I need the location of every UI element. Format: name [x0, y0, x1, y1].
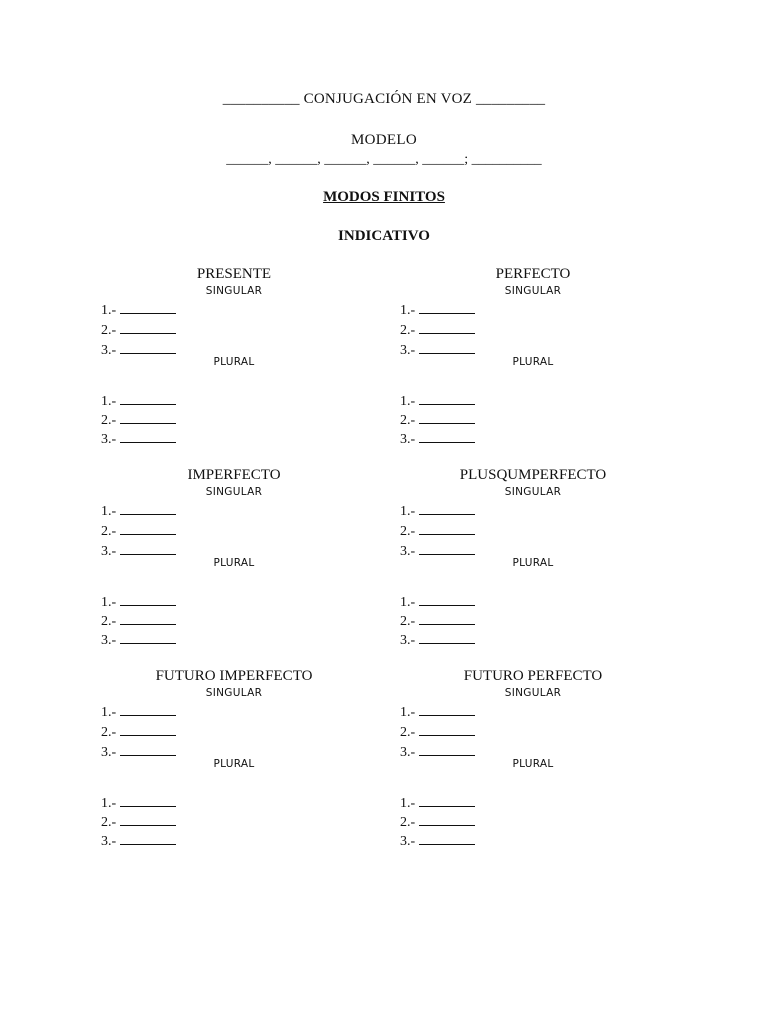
answer-blank[interactable] — [419, 541, 475, 555]
person-number: 1.- — [101, 796, 117, 811]
singular-person-row — [400, 742, 475, 761]
singular-person-row — [400, 501, 475, 520]
person-number: 1.- — [400, 504, 416, 519]
plural-person-row — [101, 831, 176, 850]
plural-person-row — [101, 429, 176, 448]
answer-blank[interactable] — [120, 429, 176, 443]
singular-label: SINGULAR — [205, 486, 263, 498]
person-number: 2.- — [101, 725, 117, 740]
person-number: 2.- — [101, 524, 117, 539]
person-number: 3.- — [101, 544, 117, 559]
plural-person-row — [400, 391, 475, 410]
plural-label: PLURAL — [213, 557, 255, 569]
answer-blank[interactable] — [419, 340, 475, 354]
person-number: 1.- — [400, 705, 416, 720]
plural-person-row — [400, 812, 475, 831]
modelo-blanks: ______, ______, ______, ______, ______; __________ — [226, 152, 542, 167]
person-number: 1.- — [101, 705, 117, 720]
singular-label: SINGULAR — [205, 285, 263, 297]
plural-label: PLURAL — [512, 557, 554, 569]
singular-label: SINGULAR — [504, 486, 562, 498]
answer-blank[interactable] — [419, 320, 475, 334]
plural-person-row — [400, 831, 475, 850]
person-number: 1.- — [400, 303, 416, 318]
answer-blank[interactable] — [419, 722, 475, 736]
plural-person-row — [400, 410, 475, 429]
answer-blank[interactable] — [120, 630, 176, 644]
modelo-label: MODELO — [351, 132, 417, 148]
answer-blank[interactable] — [120, 831, 176, 845]
tense-block — [101, 467, 401, 647]
answer-blank[interactable] — [419, 300, 475, 314]
singular-person-row — [400, 340, 475, 359]
plural-person-row — [101, 630, 176, 649]
tense-block — [400, 266, 700, 446]
singular-person-row — [101, 501, 176, 520]
answer-blank[interactable] — [120, 592, 176, 606]
person-number: 2.- — [400, 614, 416, 629]
plural-label: PLURAL — [213, 758, 255, 770]
person-number: 3.- — [101, 432, 117, 447]
person-number: 3.- — [101, 633, 117, 648]
person-number: 3.- — [101, 343, 117, 358]
plural-person-row — [400, 429, 475, 448]
singular-person-row — [101, 702, 176, 721]
answer-blank[interactable] — [419, 501, 475, 515]
answer-blank[interactable] — [419, 742, 475, 756]
tense-block — [101, 668, 401, 848]
singular-person-row — [101, 320, 176, 339]
answer-blank[interactable] — [419, 611, 475, 625]
answer-blank[interactable] — [120, 410, 176, 424]
answer-blank[interactable] — [419, 391, 475, 405]
singular-person-row — [400, 521, 475, 540]
answer-blank[interactable] — [120, 722, 176, 736]
singular-person-row — [101, 300, 176, 319]
plural-person-row — [400, 611, 475, 630]
person-number: 2.- — [101, 323, 117, 338]
answer-blank[interactable] — [419, 702, 475, 716]
singular-person-row — [101, 521, 176, 540]
answer-blank[interactable] — [120, 320, 176, 334]
answer-blank[interactable] — [120, 793, 176, 807]
answer-blank[interactable] — [120, 812, 176, 826]
person-number: 1.- — [400, 595, 416, 610]
singular-label: SINGULAR — [504, 285, 562, 297]
answer-blank[interactable] — [419, 592, 475, 606]
plural-person-row — [400, 630, 475, 649]
answer-blank[interactable] — [419, 793, 475, 807]
tense-name: FUTURO PERFECTO — [463, 668, 603, 684]
singular-person-row — [400, 300, 475, 319]
section-title: MODOS FINITOS — [323, 189, 445, 205]
tense-name: PRESENTE — [196, 266, 272, 282]
answer-blank[interactable] — [120, 541, 176, 555]
answer-blank[interactable] — [120, 501, 176, 515]
person-number: 2.- — [101, 815, 117, 830]
plural-person-row — [101, 592, 176, 611]
plural-label: PLURAL — [512, 758, 554, 770]
person-number: 1.- — [101, 303, 117, 318]
tense-name: FUTURO IMPERFECTO — [155, 668, 313, 684]
singular-person-row — [101, 340, 176, 359]
tense-name: PLUSQUMPERFECTO — [459, 467, 607, 483]
person-number: 2.- — [101, 413, 117, 428]
person-number: 1.- — [101, 504, 117, 519]
singular-person-row — [400, 722, 475, 741]
answer-blank[interactable] — [419, 521, 475, 535]
answer-blank[interactable] — [120, 611, 176, 625]
person-number: 3.- — [400, 633, 416, 648]
person-number: 3.- — [400, 544, 416, 559]
tense-block — [101, 266, 401, 446]
person-number: 2.- — [400, 323, 416, 338]
singular-label: SINGULAR — [205, 687, 263, 699]
singular-person-row — [101, 742, 176, 761]
plural-person-row — [400, 592, 475, 611]
person-number: 2.- — [400, 413, 416, 428]
worksheet-title: __________ CONJUGACIÓN EN VOZ _________ — [222, 91, 546, 107]
singular-person-row — [400, 702, 475, 721]
answer-blank[interactable] — [419, 410, 475, 424]
person-number: 1.- — [400, 394, 416, 409]
plural-person-row — [101, 391, 176, 410]
person-number: 3.- — [400, 343, 416, 358]
answer-blank[interactable] — [120, 300, 176, 314]
singular-person-row — [101, 722, 176, 741]
plural-label: PLURAL — [213, 356, 255, 368]
plural-person-row — [101, 812, 176, 831]
tense-name: IMPERFECTO — [187, 467, 281, 483]
answer-blank[interactable] — [120, 391, 176, 405]
person-number: 2.- — [400, 524, 416, 539]
plural-label: PLURAL — [512, 356, 554, 368]
answer-blank[interactable] — [120, 340, 176, 354]
singular-person-row — [101, 541, 176, 560]
plural-person-row — [101, 611, 176, 630]
answer-blank[interactable] — [120, 521, 176, 535]
person-number: 1.- — [400, 796, 416, 811]
plural-person-row — [101, 410, 176, 429]
person-number: 1.- — [101, 394, 117, 409]
person-number: 3.- — [101, 834, 117, 849]
person-number: 3.- — [400, 745, 416, 760]
answer-blank[interactable] — [419, 630, 475, 644]
person-number: 2.- — [400, 725, 416, 740]
answer-blank[interactable] — [120, 742, 176, 756]
plural-person-row — [101, 793, 176, 812]
answer-blank[interactable] — [419, 831, 475, 845]
singular-label: SINGULAR — [504, 687, 562, 699]
tense-block — [400, 467, 700, 647]
person-number: 2.- — [101, 614, 117, 629]
mood-title: INDICATIVO — [338, 228, 430, 244]
person-number: 3.- — [101, 745, 117, 760]
answer-blank[interactable] — [120, 702, 176, 716]
plural-person-row — [400, 793, 475, 812]
person-number: 1.- — [101, 595, 117, 610]
person-number: 3.- — [400, 432, 416, 447]
answer-blank[interactable] — [419, 812, 475, 826]
answer-blank[interactable] — [419, 429, 475, 443]
tense-block — [400, 668, 700, 848]
person-number: 2.- — [400, 815, 416, 830]
person-number: 3.- — [400, 834, 416, 849]
tense-name: PERFECTO — [495, 266, 571, 282]
singular-person-row — [400, 320, 475, 339]
singular-person-row — [400, 541, 475, 560]
